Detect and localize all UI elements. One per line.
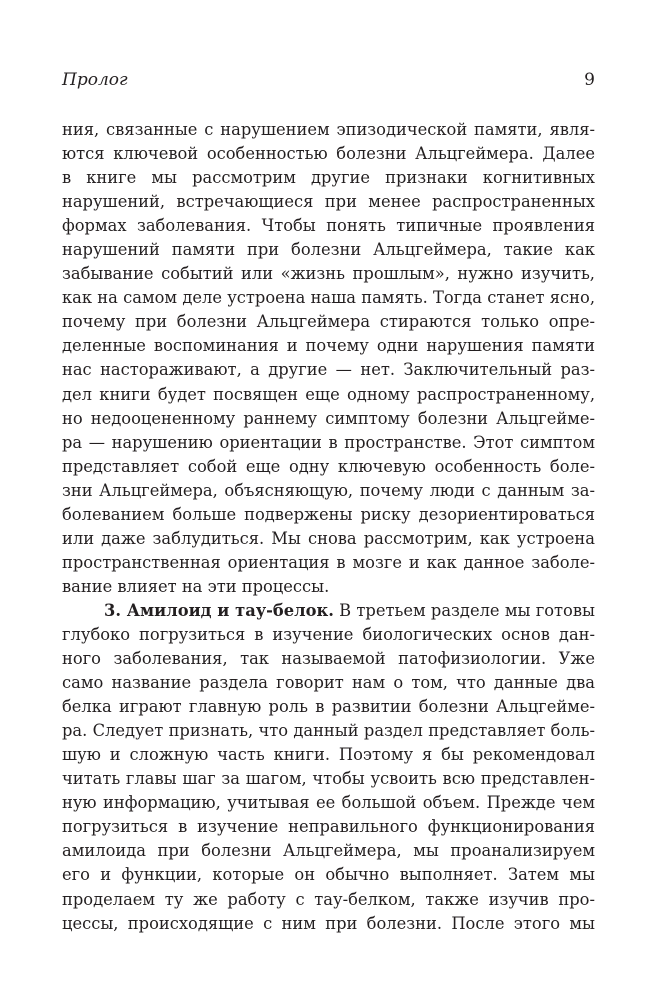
text-line: дел книги будет посвящен еще одному распространенному,	[62, 384, 595, 404]
text-line: но недооцененному раннему симптому болезни Альцгейме-	[62, 408, 595, 428]
text-line: глубоко погрузиться в изучение биологических основ дан-	[62, 624, 595, 644]
text-line: или даже заблудиться. Мы снова рассмотрим, как устроена	[62, 528, 595, 548]
text-line: цессы, происходящие с ним при болезни. После этого мы	[62, 913, 595, 933]
paragraph	[62, 599, 595, 936]
text-line: шую и сложную часть книги. Поэтому я бы рекомендовал	[62, 745, 595, 765]
text-line: проделаем ту же работу с тау-белком, также изучив про-	[62, 889, 595, 909]
text-line: ную информацию, учитывая ее большой объем. Прежде чем	[62, 793, 595, 813]
text-line: амилоида при болезни Альцгеймера, мы проанализируем	[62, 841, 595, 861]
text-line: болеванием больше подвержены риску дезориентироваться	[62, 504, 595, 524]
text-line: забывание событий или «жизнь прошлым», нужно изучить,	[62, 264, 595, 284]
text-line: деленные воспоминания и почему одни нарушения памяти	[62, 336, 595, 356]
text-line: ния, связанные с нарушением эпизодической памяти, явля-	[62, 120, 595, 139]
text-line: ются ключевой особенностью болезни Альцгеймера. Далее	[62, 144, 595, 164]
text-line: белка играют главную роль в развитии болезни Альцгейме-	[62, 697, 595, 717]
text-line	[62, 599, 595, 623]
text-line: ра. Следует признать, что данный раздел представляет боль-	[62, 721, 595, 741]
text-line: формах заболевания. Чтобы понять типичные проявления	[62, 216, 595, 236]
text-line: пространственная ориентация в мозге и как данное заболе-	[62, 552, 595, 572]
text-line: само название раздела говорит нам о том, что данные два	[62, 673, 595, 693]
running-title: Пролог	[62, 70, 128, 90]
paragraph	[62, 118, 595, 599]
text-line: его и функции, которые он обычно выполняет. Затем мы	[62, 865, 595, 885]
text-line: нас настораживают, а другие — нет. Заключительный раз-	[62, 360, 595, 380]
text-line: представляет собой еще одну ключевую особенность боле-	[62, 456, 595, 476]
text-span: В третьем разделе мы готовы	[333, 600, 595, 620]
text-line: почему при болезни Альцгеймера стираются только опре-	[62, 312, 595, 332]
running-head	[62, 70, 595, 96]
text-line: в книге мы рассмотрим другие признаки когнитивных	[62, 168, 595, 188]
text-line: ного заболевания, так называемой патофизиологии. Уже	[62, 649, 595, 669]
text-line: как на самом деле устроена наша память. Тогда станет ясно,	[62, 288, 595, 308]
body-text	[62, 118, 595, 936]
section-heading: 3. Амилоид и тау-белок.	[104, 600, 334, 620]
text-line: нарушений памяти при болезни Альцгеймера, такие как	[62, 240, 595, 260]
text-line: ра — нарушению ориентации в пространстве. Этот симптом	[62, 432, 595, 452]
text-line: читать главы шаг за шагом, чтобы усвоить всю представлен-	[62, 769, 595, 789]
text-line: зни Альцгеймера, объясняющую, почему люди с данным за-	[62, 480, 595, 500]
text-line: нарушений, встречающиеся при менее распространенных	[62, 192, 595, 212]
text-line: вание влияет на эти процессы.	[62, 576, 330, 596]
page-number: 9	[584, 70, 595, 90]
text-line: погрузиться в изучение неправильного функционирования	[62, 817, 595, 837]
